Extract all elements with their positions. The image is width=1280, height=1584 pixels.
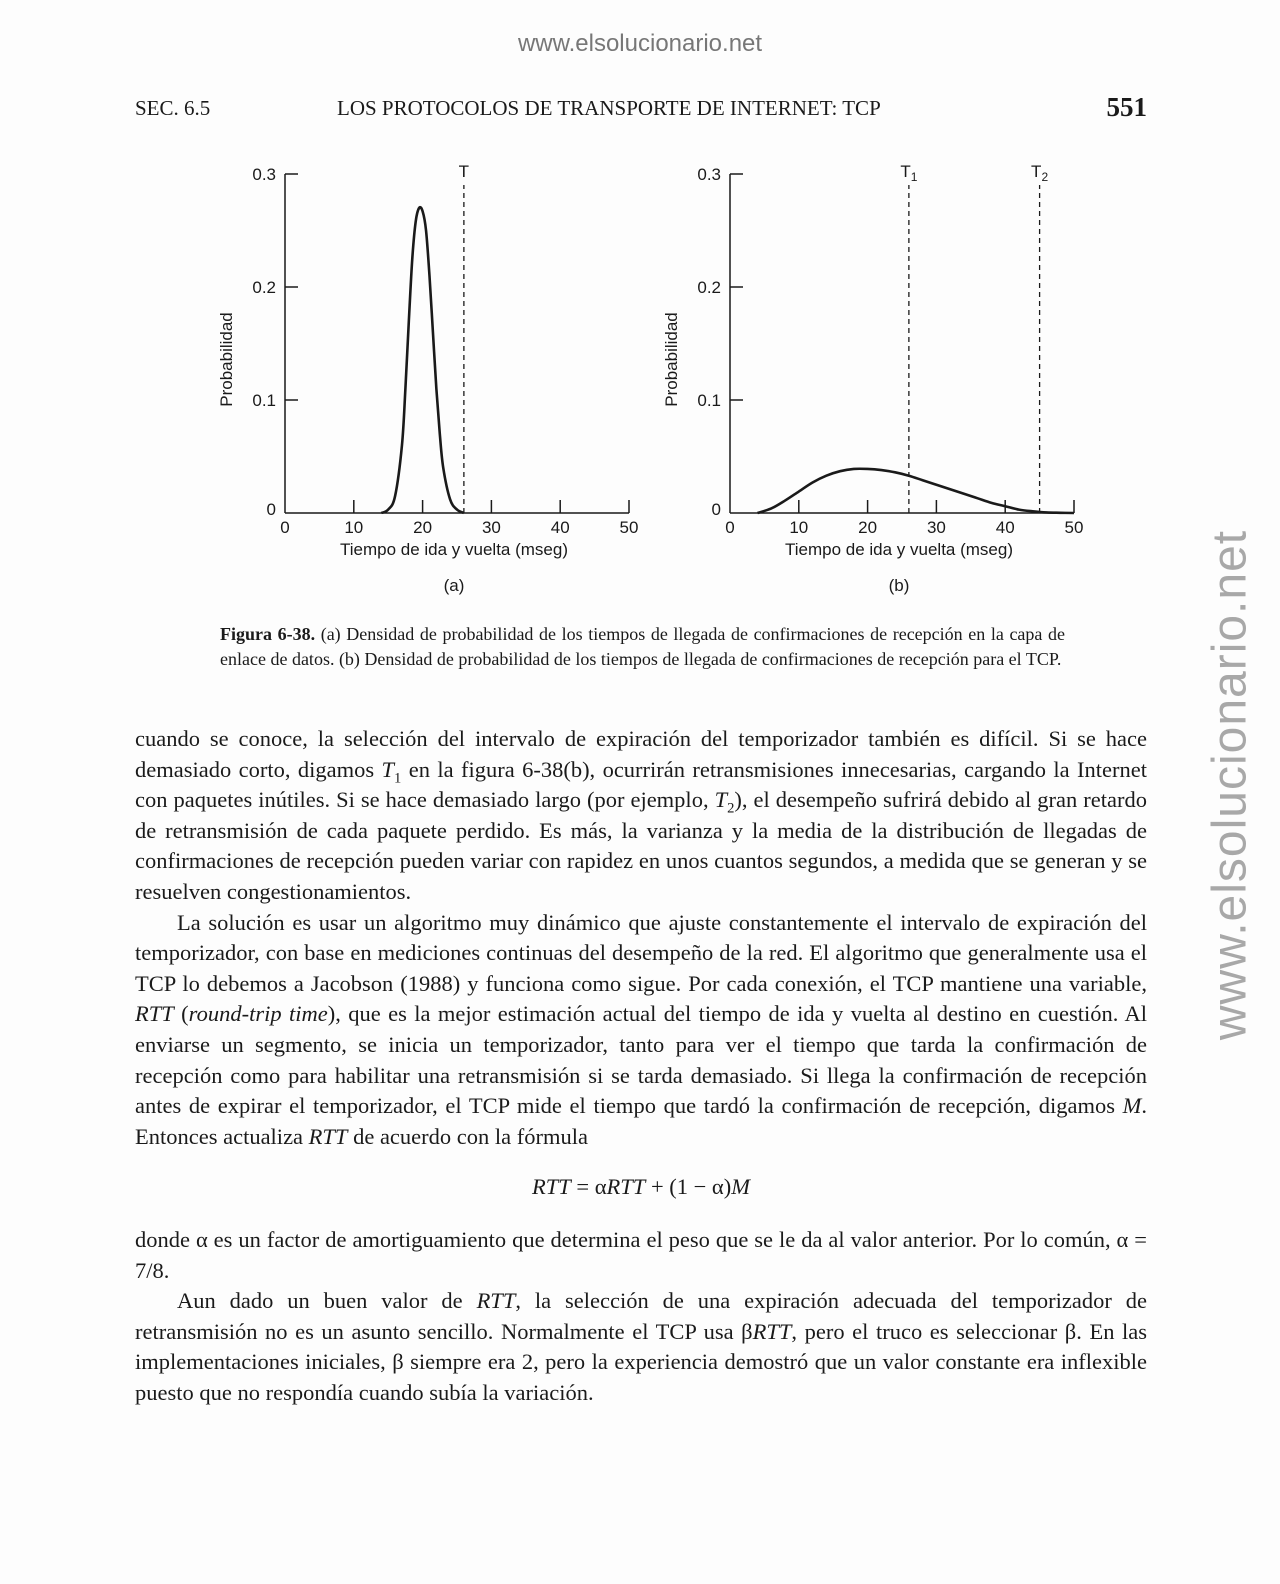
figure-caption (220, 622, 1065, 672)
caption-label: Figura 6-38. (220, 624, 316, 644)
body-text (135, 724, 1147, 1408)
chart-a-threshold-label: T (458, 162, 470, 181)
chart-a-y-tick-label: 0 (266, 500, 276, 519)
chart-b (650, 155, 1090, 605)
chart-b-threshold-label: $T_1$ (900, 162, 918, 184)
chart-b-panel-label: (b) (888, 576, 910, 595)
chart-b-y-tick-label: 0 (711, 500, 721, 519)
chart-b-threshold-label: $T_2$ (1031, 162, 1049, 184)
watermark-top: www.elsolucionario.net (517, 30, 763, 57)
chart-a (205, 155, 645, 605)
chart-b-x-tick-label: 10 (789, 518, 809, 537)
chart-b-x-tick-label: 30 (926, 518, 946, 537)
chart-b-y-tick-label: 0.3 (697, 165, 721, 184)
chart-b-density-curve (758, 469, 1074, 513)
chart-b-x-tick-label: 0 (725, 518, 735, 537)
page-number: 551 (1106, 92, 1147, 122)
chart-b-x-tick-label: 50 (1064, 518, 1084, 537)
paragraph-3: donde α es un factor de amortiguamiento que determina el peso que se le da al valor anterior. Por lo común, α = 7/8. (135, 1226, 1147, 1283)
chapter-title: LOS PROTOCOLOS DE TRANSPORTE DE INTERNET: TCP (337, 96, 881, 120)
chart-b-x-tick-label: 20 (858, 518, 878, 537)
paragraph-2: La solución es usar un algoritmo muy dinámico que ajuste constantemente el intervalo de expiración del temporizador, con base en mediciones continuas del desempeño de la red. El algoritmo que generalmente usa el TCP lo debemos a Jacobson (1988) y funciona como sigue. Por cada conexión, el TCP mantiene una variable, RTT (round-trip time), que es la mejor estimación actual del tiempo de ida y vuelta al destino en cuestión. Al enviarse un segmento, se inicia un temporizador, tanto para ver el tiempo que tarda la confirmación de recepción como para habilitar una retransmisión si se tarda demasiado. Si llega la confirmación de recepción antes de expirar el temporizador, el TCP mide el tiempo que tardó la confirmación de recepción, digamos M. Entonces actualiza RTT de acuerdo con la fórmula (135, 909, 1147, 1149)
chart-a-y-tick-label: 0.2 (252, 278, 276, 297)
chart-b-x-tick-label: 40 (995, 518, 1015, 537)
chart-a-panel-label: (a) (443, 576, 465, 595)
chart-a-y-tick-label: 0.1 (252, 391, 276, 410)
chart-b-y-label: Probabilidad (662, 312, 681, 407)
chart-a-y-label: Probabilidad (217, 312, 236, 407)
rtt-formula: RTT = αRTT + (1 − α)M (532, 1174, 750, 1200)
chart-b-y-tick-label: 0.1 (697, 391, 721, 410)
section-number: SEC. 6.5 (135, 96, 211, 120)
watermark-side: www.elsolucionario.net (1203, 529, 1257, 1041)
paragraph-1: cuando se conoce, la selección del intervalo de expiración del temporizador también es difícil. Si se hace demasiado corto, digamos $T_1$ en la figura 6-38(b), ocurrirán retransmisiones innecesarias, cargando la Internet con paquetes inútiles. Si se hace demasiado largo (por ejemplo, $T_2$), el desempeño sufrirá debido al gran retardo de retransmisión de cada paquete perdido. Es más, la varianza y la media de la distribución de llegadas de confirmaciones de recepción pueden variar con rapidez en unos cuantos segundos, a medida que se generan y se resuelven congestionamientos. (135, 726, 1148, 904)
chart-a-y-tick-label: 0.3 (252, 165, 276, 184)
chart-b-y-tick-label: 0.2 (697, 278, 721, 297)
chart-a-x-label: Tiempo de ida y vuelta (mseg) (339, 540, 569, 559)
running-head (135, 92, 1147, 126)
chart-a-x-tick-label: 50 (619, 518, 639, 537)
chart-a-x-tick-label: 30 (481, 518, 501, 537)
chart-a-density-curve (381, 207, 464, 513)
chart-b-x-label: Tiempo de ida y vuelta (mseg) (784, 540, 1014, 559)
chart-a-x-tick-label: 0 (280, 518, 290, 537)
chart-a-x-tick-label: 10 (344, 518, 364, 537)
caption-text: (a) Densidad de probabilidad de los tiempos de llegada de confirmaciones de recepción en la capa de enlace de datos. (b) Densidad de probabilidad de los tiempos de llegada de confirmaciones de recepción para el TCP. (220, 624, 1065, 669)
paragraph-4: Aun dado un buen valor de RTT, la selección de una expiración adecuada del temporizador de retransmisión no es un asunto sencillo. Normalmente el TCP usa βRTT, pero el truco es seleccionar β. En las implementaciones iniciales, β siempre era 2, pero la experiencia demostró que un valor constante era inflexible puesto que no respondía cuando subía la variación. (135, 1288, 1148, 1405)
chart-a-x-tick-label: 40 (550, 518, 570, 537)
chart-a-x-tick-label: 20 (413, 518, 433, 537)
